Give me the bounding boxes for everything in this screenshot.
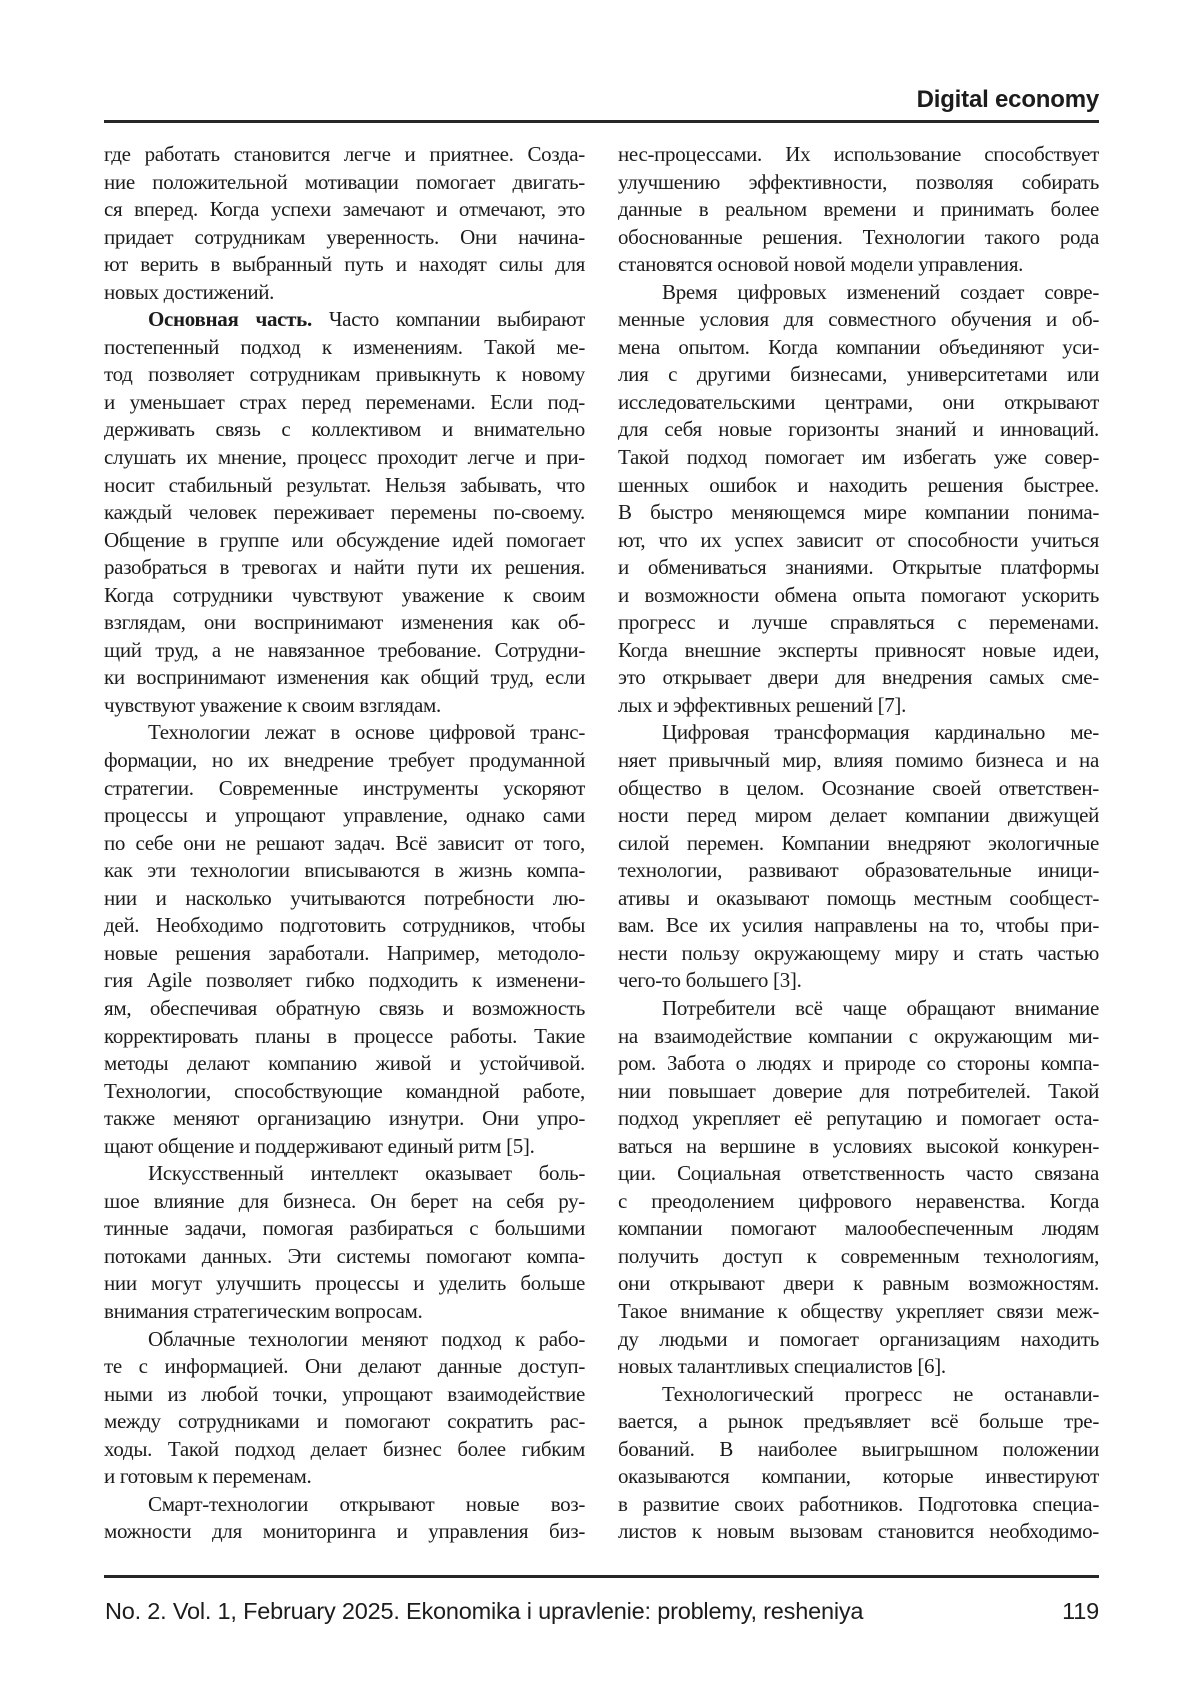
text-line: Общение в группе или обсуждение идей помогает xyxy=(104,527,585,552)
footer-rule xyxy=(104,1575,1099,1578)
text-line: ности перед миром делает компании движущей xyxy=(618,803,1099,828)
text-line: и возможности обмена опыта помогают ускорить xyxy=(618,582,1099,607)
text-line: слушать их мнение, процесс проходит легче и при- xyxy=(104,445,585,470)
text-line: нии могут улучшить процессы и уделить больше xyxy=(104,1271,585,1296)
text-line: обоснованные решения. Технологии такого рода xyxy=(618,224,1099,249)
text-line: где работать становится легче и приятнее. Созда- xyxy=(104,142,585,166)
text-line: ции. Социальная ответственность часто связана xyxy=(618,1161,1099,1186)
text-line: Потребители всё чаще обращают внимание xyxy=(662,995,1099,1020)
running-head xyxy=(104,88,1099,112)
text-line: Такое внимание к обществу укрепляет связи меж- xyxy=(618,1298,1099,1323)
text-line: стратегии. Современные инструменты ускоряют xyxy=(104,775,585,800)
text-line: дей. Необходимо подготовить сотрудников, чтобы xyxy=(104,913,585,938)
text-line: Когда внешние эксперты привносят новые идеи, xyxy=(618,637,1099,662)
text-line: чего-то большего [3]. xyxy=(618,968,802,993)
text-line: лия с другими бизнесами, университетами или xyxy=(618,362,1099,387)
text-line: нии и насколько учитываются потребности лю- xyxy=(104,885,585,910)
text-line: внимания стратегическим вопросам. xyxy=(104,1298,423,1323)
text-line: тинные задачи, помогая разбираться с большими xyxy=(104,1216,585,1241)
text-line: новых достижений. xyxy=(104,279,275,304)
text-line: ваться на вершине в условиях высокой конкурен- xyxy=(618,1133,1099,1158)
text-line: ют, что их успех зависит от способности учиться xyxy=(618,527,1099,552)
text-line: подход укрепляет её репутацию и помогает оста- xyxy=(618,1106,1099,1131)
text-line: и уменьшает страх перед переменами. Если под- xyxy=(104,389,585,414)
text-line: и обмениваться знаниями. Открытые платформы xyxy=(618,555,1099,580)
text-line: разобраться в тревогах и найти пути их решения. xyxy=(104,555,585,580)
text-line: ативы и оказывают помощь местным сообщест- xyxy=(618,885,1099,910)
text-line: Когда сотрудники чувствуют уважение к своим xyxy=(104,582,585,607)
section-lead: Основная часть. xyxy=(148,307,312,332)
text-line: ходы. Такой подход делает бизнес более гибким xyxy=(104,1436,585,1461)
footer-journal-info: No. 2. Vol. 1, February 2025. Ekonomika i upravlenie: problemy, resheniya xyxy=(105,1598,864,1624)
text-line: в развитие своих работников. Подготовка специа- xyxy=(618,1491,1099,1516)
text-line: это открывает двери для внедрения самых сме- xyxy=(618,665,1099,690)
text-line: держивать связь с коллективом и внимательно xyxy=(104,417,585,442)
header-rule xyxy=(104,120,1099,123)
text-line: мена опытом. Когда компании объединяют уси- xyxy=(618,334,1099,359)
text-line: как эти технологии вписываются в жизнь компа- xyxy=(104,858,585,883)
text-line: бований. В наиболее выигрышном положении xyxy=(618,1436,1099,1461)
text-line: Такой подход помогает им избегать уже совер- xyxy=(618,445,1099,470)
text-line: Технологический прогресс не останавли- xyxy=(662,1381,1099,1406)
text-line: корректировать планы в процессе работы. Такие xyxy=(104,1023,585,1048)
text-line: становятся основой новой модели управления. xyxy=(618,252,1024,277)
text-line: Облачные технологии меняют подход к рабо- xyxy=(148,1326,585,1351)
text-line: и готовым к переменам. xyxy=(104,1464,312,1489)
text-line: Искусственный интеллект оказывает боль- xyxy=(148,1161,585,1186)
text-line: ют верить в выбранный путь и находят силы для xyxy=(104,252,585,277)
text-line: шенных ошибок и находить решения быстрее. xyxy=(618,472,1099,497)
text-line: компании помогают малообеспеченным людям xyxy=(618,1216,1099,1241)
text-line: для себя новые горизонты знаний и инноваций. xyxy=(618,417,1099,442)
text-line: Смарт-технологии открывают новые воз- xyxy=(148,1491,585,1516)
text-line: ными из любой точки, упрощают взаимодействие xyxy=(104,1381,585,1406)
text-line: вается, а рынок предъявляет всё больше тре- xyxy=(618,1409,1099,1434)
text-line: тод позволяет сотрудникам привыкнуть к новому xyxy=(104,362,585,387)
text-line: чувствуют уважение к своим взглядам. xyxy=(104,692,441,717)
text-line: методы делают компанию живой и устойчивой. xyxy=(104,1051,585,1076)
text-line: с преодолением цифрового неравенства. Когда xyxy=(618,1188,1099,1213)
text-line: нести пользу окружающему миру и стать частью xyxy=(618,940,1099,965)
text-line: они открывают двери к равным возможностям. xyxy=(618,1271,1099,1296)
text-line: также меняют организацию изнутри. Они упро- xyxy=(104,1106,585,1131)
page-footer xyxy=(105,1600,1099,1624)
text-line: листов к новым вызовам становится необходимо- xyxy=(618,1519,1099,1544)
text-line: Технологии лежат в основе цифровой транс- xyxy=(148,720,585,745)
text-line: на взаимодействие компании с окружающим ми- xyxy=(618,1023,1099,1048)
text-line: ние положительной мотивации помогает двигать- xyxy=(104,169,585,194)
text-line: получить доступ к современным технологиям, xyxy=(618,1243,1099,1268)
text-line: щают общение и поддерживают единый ритм [5]. xyxy=(104,1133,535,1158)
text-line: по себе они не решают задач. Всё зависит от того, xyxy=(104,830,585,855)
text-column-left xyxy=(104,141,585,1546)
text-line: Основная часть. Часто компании выбирают xyxy=(148,307,585,332)
text-line: процессы и упрощают управление, однако сами xyxy=(104,803,585,828)
text-line: Цифровая трансформация кардинально ме- xyxy=(662,720,1099,745)
text-line: исследовательскими центрами, они открывают xyxy=(618,389,1099,414)
text-line: новых талантливых специалистов [6]. xyxy=(618,1354,946,1379)
text-line: Технологии, способствующие командной работе, xyxy=(104,1078,585,1103)
text-line: менные условия для совместного обучения и об- xyxy=(618,307,1099,332)
text-line: данные в реальном времени и принимать более xyxy=(618,197,1099,222)
text-line: В быстро меняющемся мире компании понима- xyxy=(618,500,1099,525)
footer-page-number: 119 xyxy=(1062,1598,1099,1624)
text-column-right xyxy=(618,141,1099,1546)
text-line: нии повышает доверие для потребителей. Такой xyxy=(618,1078,1099,1103)
article-body xyxy=(104,141,1099,1546)
text-line: потоками данных. Эти системы помогают компа- xyxy=(104,1243,585,1268)
text-line: формации, но их внедрение требует продуманной xyxy=(104,748,585,773)
text-line: ся вперед. Когда успехи замечают и отмечают, это xyxy=(104,197,585,222)
page-header-title: Digital economy xyxy=(916,86,1099,113)
text-line: ду людьми и помогает организациям находить xyxy=(618,1326,1099,1351)
text-line: придает сотрудникам уверенность. Они начина- xyxy=(104,224,585,249)
text-line: прогресс и лучше справляться с переменами. xyxy=(618,610,1099,635)
text-line: каждый человек переживает перемены по-своему. xyxy=(104,500,585,525)
text-line: можности для мониторинга и управления биз- xyxy=(104,1519,585,1544)
text-line: ки воспринимают изменения как общий труд, если xyxy=(104,665,585,690)
text-line: няет привычный мир, влияя помимо бизнеса и на xyxy=(618,748,1099,773)
text-line: ям, обеспечивая обратную связь и возможность xyxy=(104,995,585,1020)
text-line: шое влияние для бизнеса. Он берет на себя ру- xyxy=(104,1188,585,1213)
text-line: Время цифровых изменений создает совре- xyxy=(662,279,1099,304)
text-line: оказываются компании, которые инвестируют xyxy=(618,1464,1099,1489)
text-line: лых и эффективных решений [7]. xyxy=(618,692,907,717)
text-line: вам. Все их усилия направлены на то, чтобы при- xyxy=(618,913,1099,938)
text-line: нес-процессами. Их использование способствует xyxy=(618,142,1099,166)
text-line: силой перемен. Компании внедряют экологичные xyxy=(618,830,1099,855)
text-line: ром. Забота о людях и природе со стороны компа- xyxy=(618,1051,1099,1076)
text-line: те с информацией. Они делают данные доступ- xyxy=(104,1354,585,1379)
text-line: носит стабильный результат. Нельзя забывать, что xyxy=(104,472,585,497)
text-line: общество в целом. Осознание своей ответствен- xyxy=(618,775,1099,800)
text-line: гия Agile позволяет гибко подходить к изменени- xyxy=(104,968,585,993)
text-line: щий труд, а не навязанное требование. Сотрудни- xyxy=(104,637,585,662)
text-line: технологии, развивают образовательные иници- xyxy=(618,858,1099,883)
text-line: взглядам, они воспринимают изменения как об- xyxy=(104,610,585,635)
text-line: постепенный подход к изменениям. Такой ме- xyxy=(104,334,585,359)
text-line: между сотрудниками и помогают сократить рас- xyxy=(104,1409,585,1434)
text-line: новые решения заработали. Например, методоло- xyxy=(104,940,585,965)
text-line: улучшению эффективности, позволяя собирать xyxy=(618,169,1099,194)
